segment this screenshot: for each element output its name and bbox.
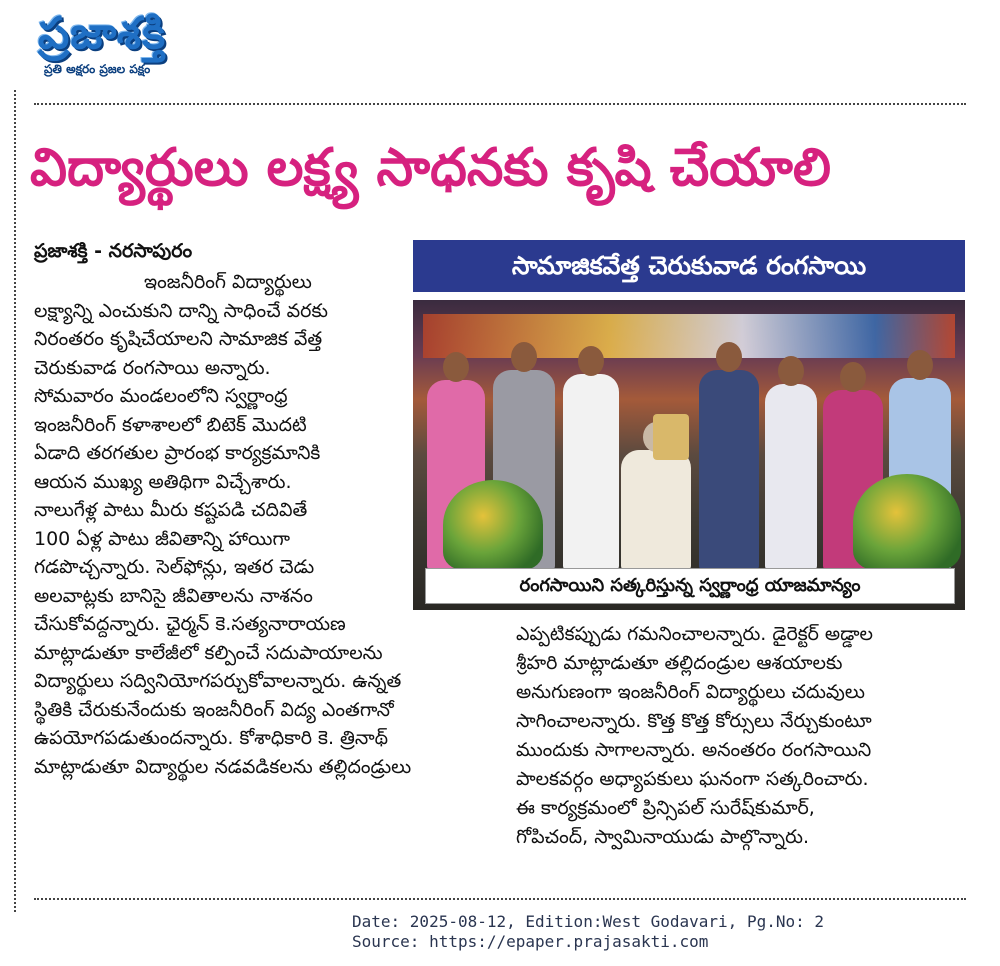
text-line: ఈ కార్యక్రమంలో ప్రిన్సిపల్ సురేష్‌కుమార్, [516, 797, 815, 819]
photo-person [699, 370, 759, 570]
article-subhead: సామాజికవేత్త చెరుకువాడ రంగసాయి [413, 240, 965, 292]
text-line: విద్యార్థులు సద్వినియోగపర్చుకోవాలన్నారు. ఉన్నత [34, 670, 402, 692]
text-line: పాలకవర్గం అధ్యాపకులు ఘనంగా సత్కరించారు. [516, 768, 869, 790]
photo-plaque [653, 414, 689, 460]
text-line: నాలుగేళ్ల పాటు మీరు కష్టపడి చదివితే [34, 499, 308, 521]
text-line: శ్రీహరి మాట్లాడుతూ తల్లిదండ్రుల ఆశయాలకు [516, 652, 843, 674]
photo-person-head [443, 352, 469, 382]
left-dotted-rule [14, 90, 16, 912]
text-line: ఏడాది తరగతుల ప్రారంభ కార్యక్రమానికి [34, 442, 321, 464]
photo-person [563, 374, 619, 570]
photo-stage-banner [423, 314, 955, 358]
photo-person-head [907, 350, 933, 380]
top-dotted-rule [34, 103, 966, 105]
text-line: ఉపయోగపడుతుందన్నారు. కోశాధికారి కె. త్రినాథ్ [34, 727, 389, 749]
text-line: అలవాట్లకు బానిసై జీవితాలను నాశనం [34, 584, 313, 607]
text-line: చెరుకువాడ రంగసాయి అన్నారు. [34, 356, 271, 379]
text-line: గడపొచ్చన్నారు. సెల్‌ఫోన్లు, ఇతర చెడు [34, 556, 315, 578]
text-line: ఎప్పటికప్పుడు గమనించాలన్నారు. డైరెక్టర్ అడ్డాల [516, 623, 873, 645]
photo-plant [443, 480, 543, 570]
text-line: గోపిచంద్, స్వామినాయుడు పాల్గొన్నారు. [516, 826, 809, 848]
photo-plant [853, 474, 961, 570]
masthead-logo [38, 8, 298, 84]
bottom-dotted-rule [34, 898, 966, 900]
text-line: నిరంతరం కృషిచేయాలని సామాజిక వేత్త [34, 328, 323, 350]
text-line: చేసుకోవద్దన్నారు. ఛైర్మన్ కె.సత్యనారాయణ [34, 613, 346, 635]
text-line: మాట్లాడుతూ విద్యార్థుల నడవడికలను తల్లిదండ్రులు [34, 755, 412, 778]
masthead-tagline: ప్రతి అక్షరం ప్రజల పక్షం [44, 62, 151, 76]
photo-caption: రంగసాయిని సత్కరిస్తున్న స్వర్ణాంధ్ర యాజమాన్యం [425, 568, 955, 604]
footer-source-line: Source: https://epaper.prajasakti.com [352, 932, 709, 951]
article-dateline: ప్రజాశక్తి - నరసాపురం [34, 240, 193, 262]
text-line: అనుగుణంగా ఇంజనీరింగ్ విద్యార్థులు చదువులు [516, 681, 865, 703]
masthead-title: ప్రజాశక్తి [38, 8, 167, 59]
text-line: సాగించాలన్నారు. కొత్త కొత్త కోర్సులు నేర్చుకుంటూ [516, 710, 872, 732]
article-headline: విద్యార్థులు లక్ష్య సాధనకు కృషి చేయాలి [30, 138, 831, 198]
text-line: లక్ష్యాన్ని ఎంచుకుని దాన్ని సాధించే వరకు [34, 299, 328, 322]
text-line: ఇంజనీరింగ్ విద్యార్థులు [144, 271, 312, 293]
text-line: ఇంజనీరింగ్ కళాశాలలో బిటెక్ మొదటి [34, 413, 307, 436]
photo-person [765, 384, 817, 570]
photo-person-head [840, 362, 866, 392]
article-photo [413, 300, 965, 610]
text-line: 100 ఏళ్ల పాటు జీవితాన్ని హాయిగా [34, 527, 290, 550]
photo-person-head [778, 356, 804, 386]
photo-seated-guest [621, 450, 691, 570]
photo-person-head [511, 342, 537, 372]
article-right-column [516, 620, 966, 852]
photo-person-head [578, 346, 604, 376]
text-line: ఆయన ముఖ్య అతిథిగా విచ్చేశారు. [34, 470, 292, 493]
source-footer [352, 912, 824, 952]
text-line: ముందుకు సాగాలన్నారు. అనంతరం రంగసాయిని [516, 739, 872, 761]
text-line: మాట్లాడుతూ కాలేజీలో కల్పించే సదుపాయాలను [34, 641, 383, 664]
text-line: సోమవారం మండలంలోని స్వర్ణాంధ్ర [34, 385, 288, 407]
text-line: స్థితికి చేరుకునేందుకు ఇంజనీరింగ్ విద్య ఎంతగానో [34, 698, 394, 721]
footer-date-line: Date: 2025-08-12, Edition:West Godavari, Pg.No: 2 [352, 912, 825, 931]
photo-person-head [716, 342, 742, 372]
